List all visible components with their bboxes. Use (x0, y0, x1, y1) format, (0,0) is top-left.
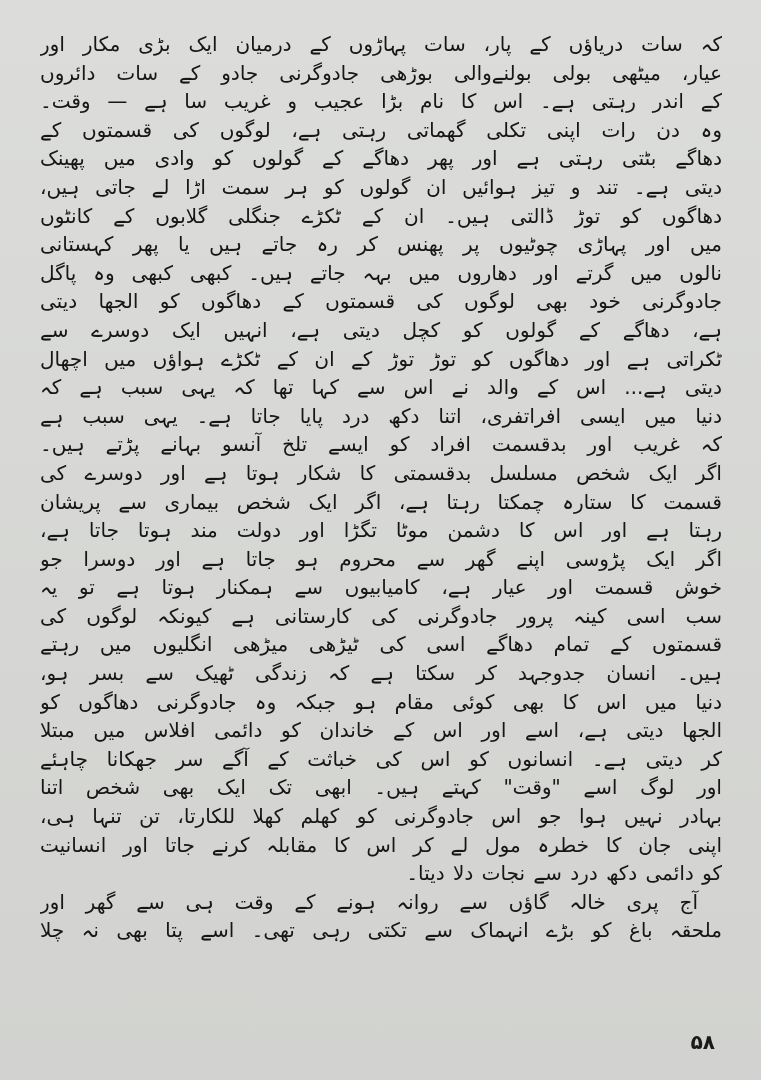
text-line: خوش قسمت اور عیار ہے، کامیابیوں سے ہمکنار ہوتا ہے تو یہ (40, 575, 722, 600)
text-line: دھاگے بٹتی رہتی ہے اور پھر دھاگے کے گولوں کو وادی میں پھینک (40, 146, 722, 171)
text-line: دھاگوں کو توڑ ڈالتی ہیں۔ ان کے ٹکڑے جنگلی گلابوں کے کانٹوں (40, 203, 722, 228)
text-line: کہ سات دریاؤں کے پار، سات پہاڑوں کے درمیان ایک بڑی مکار اور (40, 32, 722, 56)
page-text (40, 30, 722, 945)
text-line: میں اور پہاڑی چوٹیوں پر پھنس کر رہ جاتے ہیں یا پھر کہستانی (40, 232, 722, 257)
text-line: وہ دن رات اپنی تکلی گھماتی رہتی ہے، لوگوں کی قسمتوں کے (40, 117, 722, 142)
text-line: کے اندر رہتی ہے۔ اس کا نام بڑا عجیب و غریب سا ہے — وقت۔ (40, 89, 722, 114)
text-line: الجھا دیتی ہے، اسے اور اس کے خاندان کو دائمی افلاس میں مبتلا (40, 718, 722, 743)
text-line: جادوگرنی خود بھی لوگوں کی قسمتوں کے دھاگوں کو الجھا دیتی (40, 289, 722, 314)
page-number: ۵۸ (690, 1030, 715, 1054)
text-line: کر دیتی ہے۔ انسانوں کو اس کی خباثت کے آگے سر جھکانا چاہئے (40, 746, 722, 771)
text-line: رہتا ہے اور اس کا دشمن موٹا تگڑا اور دولت مند ہوتا جاتا ہے، (40, 518, 722, 543)
text-line: کہ غریب اور بدقسمت افراد کو ایسے تلخ آنسو بہانے پڑتے ہیں۔ (40, 432, 722, 457)
text-line: دیتی ہے... اس کے والد نے اس سے کہا تھا کہ یہی سبب ہے کہ (40, 375, 722, 400)
text-line: اپنی جان کا خطرہ مول لے کر اس کا مقابلہ کرنے جاتا اور انسانیت (40, 832, 722, 857)
text-line: قسمتوں کے تمام دھاگے اسی کی ٹیڑھی میڑھی انگلیوں میں رہتے (40, 632, 722, 657)
text-line: عیار، میٹھی بولی بولنےوالی بوڑھی جادوگرنی جادو کے سات دائروں (40, 60, 722, 85)
text-line: اگر ایک پڑوسی اپنے گھر سے محروم ہو جاتا ہے اور دوسرا جو (40, 546, 722, 571)
text-line: قسمت کا ستارہ چمکتا رہتا ہے، اگر ایک شخص بیماری سے پریشان (40, 489, 722, 514)
text-line: سب اسی کینہ پرور جادوگرنی کی کارستانی ہے کیونکہ لوگوں کی (40, 603, 722, 628)
text-line: ملحقہ باغ کو بڑے انہماک سے تکتی رہی تھی۔ اسے پتا بھی نہ چلا (40, 918, 722, 943)
text-line: نالوں میں گرتے اور دھاروں میں بہہ جاتے ہیں۔ کبھی کبھی وہ پاگل (40, 260, 722, 285)
text-line: ہے، دھاگے کے گولوں کو کچل دیتی ہے، انہیں ایک دوسرے سے (40, 317, 722, 342)
text-line: دیتی ہے۔ تند و تیز ہوائیں ان گولوں کو ہر سمت اڑا لے جاتی ہیں، (40, 174, 722, 199)
text-line: ٹکراتی ہے اور دھاگوں کو توڑ توڑ کے ان کے ٹکڑے ہواؤں میں اچھال (40, 346, 722, 371)
text-line: ہیں۔ انسان جدوجہد کر سکتا ہے کہ زندگی ٹھیک سے بسر ہو، (40, 661, 722, 686)
text-line: دنیا میں اس کا بھی کوئی مقام ہو جبکہ وہ جادوگرنی دھاگوں کو (40, 689, 722, 714)
text-line: اگر ایک شخص مسلسل بدقسمتی کا شکار ہوتا ہے اور دوسرے کی (40, 460, 722, 485)
text-line: اور لوگ اسے "وقت" کہتے ہیں۔ ابھی تک ایک بھی شخص اتنا (40, 775, 722, 800)
text-line: بہادر نہیں ہوا جو اس جادوگرنی کو کھلم کھلا للکارتا، تن تنہا ہی، (40, 804, 722, 829)
text-line: کو دائمی دکھ درد سے نجات دلا دیتا۔ (406, 861, 722, 886)
text-line: دنیا میں ایسی افراتفری، اتنا دکھ درد پایا جاتا ہے۔ یہی سبب ہے (40, 403, 722, 428)
text-line: آج پری خالہ گاؤں سے روانہ ہونے کے وقت ہی سے گھر اور (40, 889, 698, 914)
